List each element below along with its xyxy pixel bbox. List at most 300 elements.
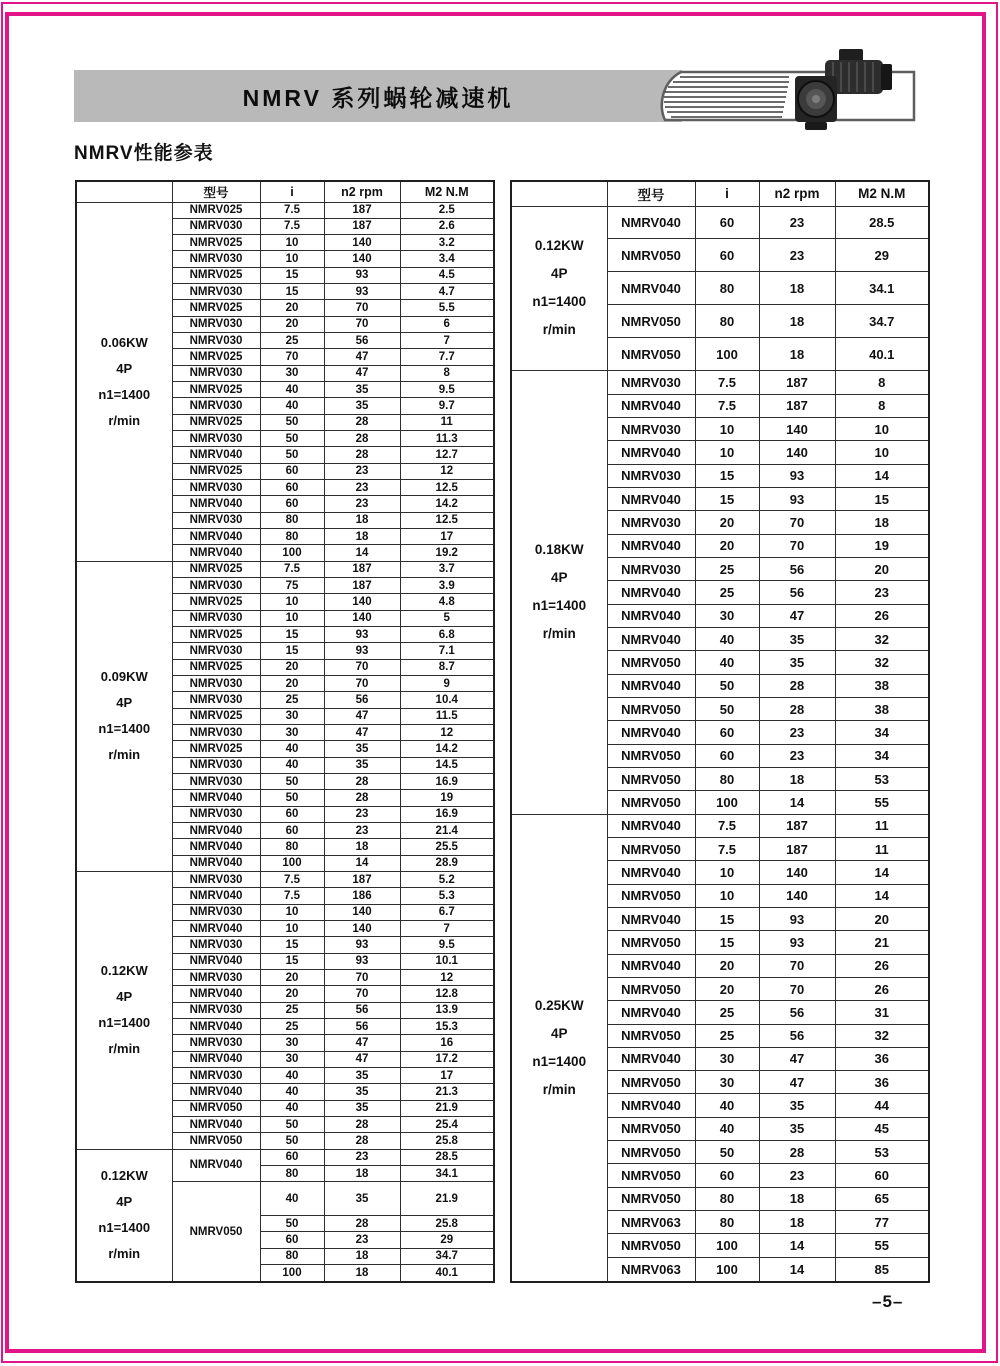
group-label-line: n1=1400: [98, 386, 151, 402]
torque-m2-cell: 14: [835, 861, 929, 884]
group-label-cell: [76, 1149, 172, 1282]
ratio-i-cell: 40: [695, 651, 759, 674]
torque-m2-cell: 29: [400, 1232, 494, 1248]
model-cell: NMRV040: [607, 487, 695, 510]
model-cell: NMRV030: [607, 371, 695, 394]
torque-m2-cell: 26: [835, 604, 929, 627]
model-cell: NMRV050: [607, 1024, 695, 1047]
model-cell: NMRV040: [172, 839, 260, 855]
speed-n2-cell: 47: [324, 708, 400, 724]
torque-m2-cell: 38: [835, 697, 929, 720]
ratio-i-cell: 60: [695, 721, 759, 744]
model-cell: NMRV050: [607, 837, 695, 860]
speed-n2-cell: 47: [759, 1047, 835, 1070]
ratio-i-cell: 15: [260, 643, 324, 659]
model-cell: NMRV030: [172, 1002, 260, 1018]
ratio-i-cell: 80: [260, 529, 324, 545]
model-cell: NMRV030: [172, 218, 260, 234]
ratio-i-cell: 50: [260, 1116, 324, 1132]
group-label-line: 0.12KW: [100, 1168, 148, 1184]
speed-n2-cell: 56: [324, 333, 400, 349]
model-cell: NMRV050: [607, 767, 695, 790]
torque-m2-cell: 31: [835, 1001, 929, 1024]
model-cell: NMRV030: [172, 1035, 260, 1051]
speed-n2-cell: 140: [324, 235, 400, 251]
speed-n2-cell: 18: [759, 1187, 835, 1210]
ratio-i-cell: 100: [695, 338, 759, 371]
model-cell: NMRV030: [172, 480, 260, 496]
model-cell: NMRV050: [607, 884, 695, 907]
group-label-line: 4P: [116, 1194, 133, 1210]
speed-n2-cell: 140: [324, 610, 400, 626]
ratio-i-cell: 20: [260, 300, 324, 316]
torque-m2-cell: 12.8: [400, 986, 494, 1002]
model-cell: NMRV040: [172, 1084, 260, 1100]
speed-n2-cell: 140: [759, 884, 835, 907]
table-row: [76, 1149, 494, 1165]
speed-n2-cell: 93: [324, 627, 400, 643]
torque-m2-cell: 55: [835, 791, 929, 814]
torque-m2-cell: 11.5: [400, 708, 494, 724]
ratio-i-cell: 20: [260, 986, 324, 1002]
torque-m2-cell: 34.7: [400, 1248, 494, 1264]
speed-n2-cell: 18: [759, 272, 835, 305]
speed-n2-cell: 56: [759, 581, 835, 604]
ratio-i-cell: 20: [260, 316, 324, 332]
ratio-i-cell: 100: [695, 791, 759, 814]
torque-m2-cell: 21.3: [400, 1084, 494, 1100]
torque-m2-cell: 3.7: [400, 561, 494, 577]
torque-m2-cell: 28.5: [400, 1149, 494, 1165]
torque-m2-cell: 10: [835, 441, 929, 464]
speed-n2-cell: 18: [759, 767, 835, 790]
torque-m2-cell: 36: [835, 1071, 929, 1094]
speed-n2-cell: 70: [759, 977, 835, 1000]
torque-m2-cell: 23: [835, 581, 929, 604]
torque-m2-cell: 77: [835, 1211, 929, 1234]
ratio-i-cell: 7.5: [695, 837, 759, 860]
model-cell: NMRV050: [607, 931, 695, 954]
model-cell: NMRV030: [172, 512, 260, 528]
model-cell: NMRV025: [172, 561, 260, 577]
ratio-i-cell: 70: [260, 349, 324, 365]
speed-n2-cell: 28: [324, 447, 400, 463]
ratio-i-cell: 25: [695, 557, 759, 580]
ratio-i-cell: 80: [260, 839, 324, 855]
model-cell: NMRV030: [172, 969, 260, 985]
speed-n2-cell: 187: [759, 837, 835, 860]
torque-m2-cell: 53: [835, 1141, 929, 1164]
torque-m2-cell: 9: [400, 676, 494, 692]
group-label-line: r/min: [542, 626, 576, 642]
ratio-i-cell: 80: [695, 272, 759, 305]
speed-n2-cell: 35: [759, 1094, 835, 1117]
torque-m2-cell: 7.7: [400, 349, 494, 365]
group-label-line: 0.25KW: [534, 997, 584, 1013]
model-cell: NMRV040: [172, 953, 260, 969]
ratio-i-cell: 80: [695, 767, 759, 790]
column-header-torque: M2 N.M: [400, 181, 494, 202]
speed-n2-cell: 47: [759, 604, 835, 627]
model-cell: NMRV025: [172, 741, 260, 757]
group-label-cell: [511, 371, 607, 814]
speed-n2-cell: 70: [759, 534, 835, 557]
model-cell: NMRV040: [172, 888, 260, 904]
torque-m2-cell: 2.5: [400, 202, 494, 218]
ratio-i-cell: 25: [695, 1001, 759, 1024]
torque-m2-cell: 9.5: [400, 382, 494, 398]
table-row: [511, 814, 929, 837]
speed-n2-cell: 35: [759, 651, 835, 674]
ratio-i-cell: 20: [260, 659, 324, 675]
ratio-i-cell: 30: [260, 1051, 324, 1067]
torque-m2-cell: 18: [835, 511, 929, 534]
ratio-i-cell: 40: [260, 398, 324, 414]
speed-n2-cell: 93: [324, 953, 400, 969]
ratio-i-cell: 30: [695, 1071, 759, 1094]
torque-m2-cell: 2.6: [400, 218, 494, 234]
model-cell: NMRV025: [172, 414, 260, 430]
speed-n2-cell: 28: [759, 697, 835, 720]
speed-n2-cell: 28: [324, 431, 400, 447]
torque-m2-cell: 19: [835, 534, 929, 557]
speed-n2-cell: 35: [324, 1084, 400, 1100]
group-label-cell: [76, 561, 172, 871]
torque-m2-cell: 29: [835, 239, 929, 272]
model-cell: NMRV030: [172, 871, 260, 887]
ratio-i-cell: 25: [260, 1002, 324, 1018]
model-cell: NMRV040: [607, 954, 695, 977]
torque-m2-cell: 21.9: [400, 1100, 494, 1116]
torque-m2-cell: 11: [835, 837, 929, 860]
model-cell: NMRV030: [172, 937, 260, 953]
model-cell: NMRV040: [172, 855, 260, 871]
torque-m2-cell: 6: [400, 316, 494, 332]
speed-n2-cell: 140: [759, 417, 835, 440]
speed-n2-cell: 93: [759, 907, 835, 930]
speed-n2-cell: 47: [324, 725, 400, 741]
speed-n2-cell: 23: [759, 721, 835, 744]
model-cell: NMRV030: [607, 511, 695, 534]
torque-m2-cell: 19.2: [400, 545, 494, 561]
torque-m2-cell: 34.1: [400, 1165, 494, 1181]
torque-m2-cell: 3.2: [400, 235, 494, 251]
group-label-line: 0.06KW: [100, 334, 148, 350]
model-cell: NMRV025: [172, 300, 260, 316]
group-label-cell: [511, 814, 607, 1282]
torque-m2-cell: 26: [835, 977, 929, 1000]
torque-m2-cell: 20: [835, 557, 929, 580]
torque-m2-cell: 9.7: [400, 398, 494, 414]
speed-n2-cell: 187: [324, 218, 400, 234]
model-cell: NMRV040: [172, 1149, 260, 1182]
model-cell: NMRV050: [607, 977, 695, 1000]
speed-n2-cell: 18: [759, 1211, 835, 1234]
model-cell: NMRV025: [172, 235, 260, 251]
torque-m2-cell: 15: [835, 487, 929, 510]
speed-n2-cell: 35: [324, 1067, 400, 1083]
speed-n2-cell: 140: [759, 441, 835, 464]
speed-n2-cell: 47: [324, 1051, 400, 1067]
ratio-i-cell: 25: [260, 1018, 324, 1034]
group-label-line: r/min: [108, 747, 141, 763]
ratio-i-cell: 10: [260, 610, 324, 626]
torque-m2-cell: 16: [400, 1035, 494, 1051]
torque-m2-cell: 12.7: [400, 447, 494, 463]
column-header-torque: M2 N.M: [835, 181, 929, 206]
speed-n2-cell: 70: [324, 676, 400, 692]
speed-n2-cell: 18: [324, 512, 400, 528]
torque-m2-cell: 17: [400, 529, 494, 545]
ratio-i-cell: 50: [260, 431, 324, 447]
speed-n2-cell: 140: [324, 904, 400, 920]
group-label-line: n1=1400: [98, 1015, 151, 1031]
model-cell: NMRV025: [172, 349, 260, 365]
ratio-i-cell: 15: [695, 464, 759, 487]
group-label-cell: [511, 206, 607, 371]
torque-m2-cell: 19: [400, 790, 494, 806]
speed-n2-cell: 35: [324, 1182, 400, 1216]
table-row: [511, 371, 929, 394]
torque-m2-cell: 14: [835, 464, 929, 487]
torque-m2-cell: 10.4: [400, 692, 494, 708]
ratio-i-cell: 10: [695, 441, 759, 464]
group-label-line: 4P: [550, 570, 568, 586]
group-label-line: 4P: [550, 266, 568, 282]
speed-n2-cell: 35: [759, 627, 835, 650]
ratio-i-cell: 20: [695, 954, 759, 977]
speed-n2-cell: 70: [324, 659, 400, 675]
torque-m2-cell: 32: [835, 627, 929, 650]
speed-n2-cell: 23: [324, 496, 400, 512]
group-label-cell: [76, 871, 172, 1149]
ratio-i-cell: 15: [260, 267, 324, 283]
ratio-i-cell: 40: [260, 1100, 324, 1116]
model-cell: NMRV030: [172, 692, 260, 708]
torque-m2-cell: 32: [835, 651, 929, 674]
group-label-line: 4P: [116, 989, 133, 1005]
speed-n2-cell: 56: [759, 557, 835, 580]
model-cell: NMRV050: [607, 338, 695, 371]
model-cell: NMRV025: [172, 627, 260, 643]
ratio-i-cell: 100: [260, 1265, 324, 1282]
ratio-i-cell: 15: [260, 953, 324, 969]
corner-cell: [76, 181, 172, 202]
ratio-i-cell: 60: [260, 480, 324, 496]
perf-table-right: [510, 180, 930, 1283]
ratio-i-cell: 30: [695, 1047, 759, 1070]
model-cell: NMRV030: [172, 316, 260, 332]
speed-n2-cell: 93: [759, 931, 835, 954]
torque-m2-cell: 12.5: [400, 512, 494, 528]
model-cell: NMRV030: [172, 1067, 260, 1083]
model-cell: NMRV030: [172, 365, 260, 381]
ratio-i-cell: 15: [260, 937, 324, 953]
torque-m2-cell: 10: [835, 417, 929, 440]
speed-n2-cell: 28: [324, 790, 400, 806]
ratio-i-cell: 80: [695, 1211, 759, 1234]
column-header-model: 型号: [172, 181, 260, 202]
ratio-i-cell: 20: [695, 534, 759, 557]
model-cell: NMRV050: [172, 1182, 260, 1282]
ratio-i-cell: 7.5: [260, 202, 324, 218]
torque-m2-cell: 12.5: [400, 480, 494, 496]
torque-m2-cell: 13.9: [400, 1002, 494, 1018]
model-cell: NMRV040: [172, 1018, 260, 1034]
torque-m2-cell: 25.5: [400, 839, 494, 855]
group-label-line: r/min: [108, 1041, 141, 1057]
torque-m2-cell: 7: [400, 920, 494, 936]
model-cell: NMRV050: [607, 791, 695, 814]
table-row: [76, 871, 494, 887]
speed-n2-cell: 35: [324, 741, 400, 757]
ratio-i-cell: 80: [260, 1165, 324, 1181]
table-row: [76, 561, 494, 577]
group-label-line: 4P: [116, 695, 133, 711]
model-cell: NMRV030: [172, 251, 260, 267]
ratio-i-cell: 10: [260, 235, 324, 251]
torque-m2-cell: 40.1: [835, 338, 929, 371]
speed-n2-cell: 14: [759, 1234, 835, 1257]
speed-n2-cell: 70: [324, 300, 400, 316]
speed-n2-cell: 140: [324, 920, 400, 936]
ratio-i-cell: 40: [260, 757, 324, 773]
group-label-line: 0.12KW: [534, 238, 584, 254]
ratio-i-cell: 10: [695, 884, 759, 907]
speed-n2-cell: 23: [324, 1149, 400, 1165]
speed-n2-cell: 35: [324, 398, 400, 414]
column-header-ratio: i: [260, 181, 324, 202]
model-cell: NMRV030: [172, 643, 260, 659]
model-cell: NMRV040: [172, 496, 260, 512]
perf-table-right-head: [511, 181, 929, 206]
torque-m2-cell: 12: [400, 725, 494, 741]
speed-n2-cell: 23: [324, 1232, 400, 1248]
ratio-i-cell: 10: [695, 861, 759, 884]
torque-m2-cell: 25.8: [400, 1133, 494, 1149]
torque-m2-cell: 8.7: [400, 659, 494, 675]
model-cell: NMRV040: [607, 1094, 695, 1117]
model-cell: NMRV050: [607, 1071, 695, 1094]
speed-n2-cell: 93: [324, 267, 400, 283]
model-cell: NMRV040: [607, 581, 695, 604]
speed-n2-cell: 70: [324, 316, 400, 332]
column-header-speed: n2 rpm: [324, 181, 400, 202]
ratio-i-cell: 25: [695, 1024, 759, 1047]
torque-m2-cell: 17: [400, 1067, 494, 1083]
ratio-i-cell: 30: [260, 708, 324, 724]
model-cell: NMRV025: [172, 382, 260, 398]
ratio-i-cell: 100: [260, 855, 324, 871]
table-row: [76, 202, 494, 218]
ratio-i-cell: 10: [260, 920, 324, 936]
torque-m2-cell: 6.8: [400, 627, 494, 643]
column-header-speed: n2 rpm: [759, 181, 835, 206]
speed-n2-cell: 56: [759, 1024, 835, 1047]
ratio-i-cell: 15: [695, 907, 759, 930]
ratio-i-cell: 60: [260, 1232, 324, 1248]
ratio-i-cell: 60: [695, 1164, 759, 1187]
ratio-i-cell: 7.5: [695, 394, 759, 417]
ratio-i-cell: 60: [260, 806, 324, 822]
speed-n2-cell: 70: [759, 511, 835, 534]
speed-n2-cell: 47: [324, 349, 400, 365]
torque-m2-cell: 10.1: [400, 953, 494, 969]
model-cell: NMRV040: [607, 1047, 695, 1070]
speed-n2-cell: 18: [324, 839, 400, 855]
speed-n2-cell: 23: [759, 206, 835, 239]
torque-m2-cell: 5: [400, 610, 494, 626]
torque-m2-cell: 8: [400, 365, 494, 381]
model-cell: NMRV050: [607, 744, 695, 767]
model-cell: NMRV040: [607, 814, 695, 837]
model-cell: NMRV040: [607, 861, 695, 884]
ratio-i-cell: 30: [260, 725, 324, 741]
ratio-i-cell: 7.5: [260, 888, 324, 904]
model-cell: NMRV040: [172, 986, 260, 1002]
ratio-i-cell: 100: [260, 545, 324, 561]
speed-n2-cell: 23: [324, 822, 400, 838]
ratio-i-cell: 40: [260, 1182, 324, 1216]
column-header-ratio: i: [695, 181, 759, 206]
speed-n2-cell: 28: [324, 1116, 400, 1132]
model-cell: NMRV030: [172, 676, 260, 692]
group-label-line: r/min: [108, 1246, 141, 1262]
model-cell: NMRV030: [172, 904, 260, 920]
speed-n2-cell: 56: [759, 1001, 835, 1024]
speed-n2-cell: 23: [324, 463, 400, 479]
group-label-line: 0.18KW: [534, 542, 584, 558]
speed-n2-cell: 23: [324, 806, 400, 822]
speed-n2-cell: 47: [759, 1071, 835, 1094]
model-cell: NMRV025: [172, 708, 260, 724]
model-cell: NMRV050: [607, 1234, 695, 1257]
torque-m2-cell: 34: [835, 721, 929, 744]
model-cell: NMRV040: [607, 721, 695, 744]
model-cell: NMRV040: [607, 604, 695, 627]
speed-n2-cell: 14: [324, 545, 400, 561]
speed-n2-cell: 35: [324, 757, 400, 773]
group-label-line: 0.12KW: [100, 963, 148, 979]
ratio-i-cell: 40: [695, 627, 759, 650]
model-cell: NMRV030: [172, 610, 260, 626]
group-label-line: 4P: [116, 360, 133, 376]
ratio-i-cell: 20: [695, 511, 759, 534]
torque-m2-cell: 11.3: [400, 431, 494, 447]
speed-n2-cell: 23: [759, 1164, 835, 1187]
torque-m2-cell: 34.1: [835, 272, 929, 305]
speed-n2-cell: 35: [324, 382, 400, 398]
speed-n2-cell: 35: [759, 1117, 835, 1140]
speed-n2-cell: 187: [759, 814, 835, 837]
torque-m2-cell: 14.2: [400, 741, 494, 757]
ratio-i-cell: 7.5: [260, 561, 324, 577]
model-cell: NMRV030: [172, 578, 260, 594]
ratio-i-cell: 30: [260, 365, 324, 381]
speed-n2-cell: 56: [324, 692, 400, 708]
ratio-i-cell: 60: [695, 206, 759, 239]
worm-gear-motor-photo-icon: [793, 48, 905, 132]
ratio-i-cell: 30: [695, 604, 759, 627]
ratio-i-cell: 20: [260, 676, 324, 692]
ratio-i-cell: 25: [260, 692, 324, 708]
group-label-line: r/min: [542, 1081, 576, 1097]
speed-n2-cell: 18: [324, 529, 400, 545]
model-cell: NMRV025: [172, 267, 260, 283]
speed-n2-cell: 18: [324, 1265, 400, 1282]
speed-n2-cell: 56: [324, 1002, 400, 1018]
speed-n2-cell: 23: [759, 744, 835, 767]
